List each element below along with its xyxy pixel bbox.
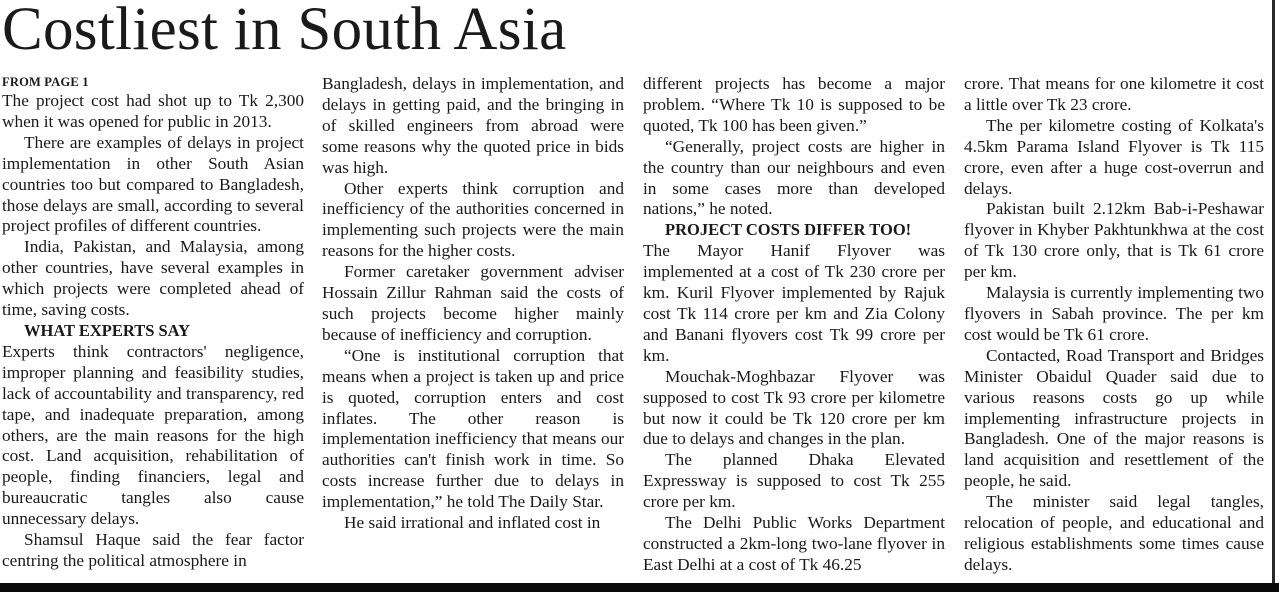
paragraph: Contacted, Road Transport and Bridges Minister Obaidul Quader said due to various reasons costs go up while implementing infrastructure projects in Bangladesh. One of the major reasons is land acquisition and resettlement of the people, he said. — [964, 345, 1264, 491]
article-column-3 — [643, 74, 945, 582]
paragraph: crore. That means for one kilometre it cost a little over Tk 23 crore. — [964, 74, 1264, 114]
article-column-2 — [322, 74, 624, 582]
paragraph: “Generally, project costs are higher in the country than our neighbours and even in some cases more than developed nations,” he noted. — [643, 136, 945, 219]
subheading-project-costs-differ: PROJECT COSTS DIFFER TOO! — [665, 220, 912, 240]
paragraph: Bangladesh, delays in implementation, and delays in getting paid, and the bringing in of skilled engineers from abroad were some reasons why the quoted price in bids was high. — [322, 74, 624, 177]
paragraph: He said irrational and inflated cost in — [344, 513, 601, 533]
paragraph: Mouchak-Moghbazar Flyover was supposed to cost Tk 93 crore per kilometre but now it could be Tk 120 crore per km due to delays and changes in the plan. — [643, 366, 945, 449]
paragraph: The per kilometre costing of Kolkata's 4.5km Parama Island Flyover is Tk 115 crore, even after a huge cost-overrun and delays. — [964, 115, 1264, 198]
column-rule — [1272, 0, 1275, 592]
paragraph: Other experts think corruption and inefficiency of the authorities concerned in implementing such projects were the main reasons for the higher costs. — [322, 178, 624, 261]
page-edge-bar — [0, 583, 1279, 592]
headline: Costliest in South Asia — [2, 0, 567, 63]
article-column-1 — [2, 74, 304, 582]
paragraph: Former caretaker government adviser Hossain Zillur Rahman said the costs of such projects become higher mainly because of inefficiency and corruption. — [322, 262, 624, 344]
paragraph: The minister said legal tangles, relocation of people, and educational and religious establishments some times cause delays. — [964, 492, 1264, 574]
paragraph: The Mayor Hanif Flyover was implemented at a cost of Tk 230 crore per km. Kuril Flyover implemented by Rajuk cost Tk 114 crore per km and Zia Colony and Banani flyovers cost Tk 99 crore per km. — [643, 241, 945, 365]
paragraph: different projects has become a major problem. “Where Tk 10 is supposed to be quoted, Tk 100 has been given.” — [643, 74, 945, 135]
paragraph: Shamsul Haque said the fear factor centring the political atmosphere in — [2, 530, 304, 570]
article-column-4 — [964, 74, 1264, 582]
paragraph: The planned Dhaka Elevated Expressway is supposed to cost Tk 255 crore per km. — [643, 450, 945, 512]
paragraph: The Delhi Public Works Department constructed a 2km-long two-lane flyover in East Delhi at a cost of Tk 46.25 — [643, 513, 945, 574]
paragraph: India, Pakistan, and Malaysia, among other countries, have several examples in which projects were completed ahead of time, saving costs. — [2, 237, 304, 320]
paragraph: The project cost had shot up to Tk 2,300 when it was opened for public in 2013. — [2, 91, 304, 131]
continued-from-label: FROM PAGE 1 — [2, 75, 89, 89]
paragraph: “One is institutional corruption that means when a project is taken up and price is quoted, corruption enters and cost inflates. The other reason is implementation inefficiency that means our authorities can't finish work in time. So costs increase further due to delays in implementation,” he told The Daily Star. — [322, 345, 624, 512]
paragraph: Pakistan built 2.12km Bab-i-Peshawar flyover in Khyber Pakhtunkhwa at the cost of Tk 130 crore only, that is Tk 61 crore per km. — [964, 199, 1264, 282]
paragraph: Malaysia is currently implementing two flyovers in Sabah province. The per km cost would be Tk 61 crore. — [964, 283, 1264, 344]
paragraph: There are examples of delays in project implementation in other South Asian countries too but compared to Bangladesh, those delays are small, according to several project profiles of different countries. — [2, 132, 304, 236]
subheading-what-experts-say: WHAT EXPERTS SAY — [24, 320, 190, 340]
paragraph: Experts think contractors' negligence, improper planning and feasibility studies, lack of accountability and transparency, red tape, and inadequate preparation, among others, are the main reasons for the high cost. Land acquisition, rehabilitation of people, finding financiers, legal and bureaucratic tangles also cause unnecessary delays. — [2, 341, 304, 529]
